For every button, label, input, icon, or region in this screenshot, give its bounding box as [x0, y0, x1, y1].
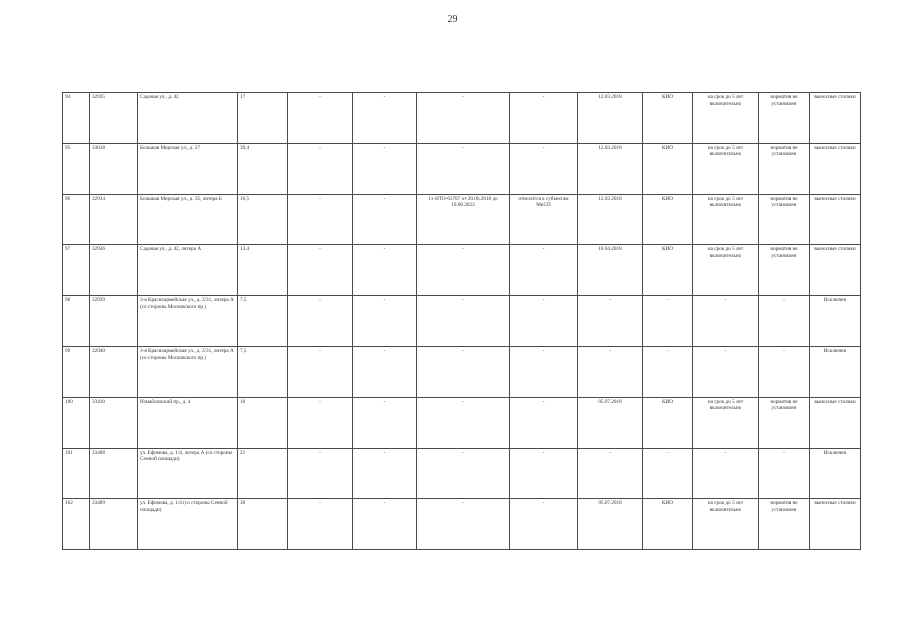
term-cell: - — [693, 296, 759, 347]
norm-cell: - — [759, 448, 810, 499]
smb-status-cell: - — [510, 346, 578, 397]
area-cell: 39,4 — [238, 143, 288, 194]
object-id-cell: 32935 — [90, 93, 138, 144]
table-row — [63, 194, 861, 245]
row-number-cell: 94 — [63, 93, 90, 144]
smb-status-cell: - — [510, 397, 578, 448]
area-cell: 30 — [238, 499, 288, 550]
address-cell: ул. Ефимова, д. 1/4 (со стороны Сенной площади) — [138, 499, 238, 550]
area-cell: 7,5 — [238, 346, 288, 397]
date-cell: 12.03.2018 — [578, 194, 643, 245]
column-6-cell: - — [353, 245, 417, 296]
smb-status-cell: - — [510, 93, 578, 144]
table-row — [63, 143, 861, 194]
organization-cell: КИО — [643, 93, 693, 144]
date-cell: 18.04.2018 — [578, 245, 643, 296]
table-row — [63, 499, 861, 550]
row-number-cell: 101 — [63, 448, 90, 499]
norm-cell: норматив не установлен — [759, 499, 810, 550]
object-id-cell: 33408 — [90, 448, 138, 499]
norm-cell: норматив не установлен — [759, 245, 810, 296]
organization-cell: КИО — [643, 194, 693, 245]
row-number-cell: 97 — [63, 245, 90, 296]
term-cell: на срок до 5 лет включительно — [693, 143, 759, 194]
column-6-cell: - — [353, 397, 417, 448]
object-kind-cell: Исключен — [810, 448, 861, 499]
table-row — [63, 93, 861, 144]
table-row — [63, 397, 861, 448]
object-kind-cell: Исключен — [810, 296, 861, 347]
column-5-cell: - — [288, 93, 353, 144]
object-kind-cell: выносные столики — [810, 245, 861, 296]
norm-cell: - — [759, 346, 810, 397]
contract-cell: - — [417, 93, 510, 144]
term-cell: - — [693, 448, 759, 499]
table-row — [63, 245, 861, 296]
object-id-cell: 32934 — [90, 194, 138, 245]
contract-cell: 11-НТО-03787 от 20.06.2018 до 19.06.2023 — [417, 194, 510, 245]
term-cell: - — [693, 346, 759, 397]
column-5-cell: - — [288, 245, 353, 296]
objects-table — [62, 92, 861, 550]
contract-cell: - — [417, 296, 510, 347]
date-cell: 12.03.2018 — [578, 93, 643, 144]
organization-cell: - — [643, 346, 693, 397]
column-6-cell: - — [353, 499, 417, 550]
object-kind-cell: выносные столики — [810, 397, 861, 448]
term-cell: на срок до 5 лет включительно — [693, 194, 759, 245]
column-5-cell: - — [288, 194, 353, 245]
table-body — [63, 93, 861, 550]
organization-cell: - — [643, 296, 693, 347]
column-6-cell: - — [353, 143, 417, 194]
object-id-cell: 33409 — [90, 499, 138, 550]
object-id-cell: 32936 — [90, 245, 138, 296]
date-cell: - — [578, 448, 643, 499]
date-cell: 05.07.2018 — [578, 499, 643, 550]
object-id-cell: 33410 — [90, 397, 138, 448]
smb-status-cell: - — [510, 448, 578, 499]
object-id-cell: 32939 — [90, 296, 138, 347]
column-5-cell: - — [288, 499, 353, 550]
row-number-cell: 96 — [63, 194, 90, 245]
norm-cell: норматив не установлен — [759, 93, 810, 144]
smb-status-cell: - — [510, 499, 578, 550]
table-row — [63, 448, 861, 499]
column-6-cell: - — [353, 194, 417, 245]
contract-cell: - — [417, 499, 510, 550]
address-cell: ул. Ефимова, д. 1/4, литера А (со стороны Сенной площади) — [138, 448, 238, 499]
smb-status-cell: - — [510, 143, 578, 194]
address-cell: 3-я Красноармейская ул., д. 2/31, литера А (со стороны Московского пр.) — [138, 346, 238, 397]
norm-cell: норматив не установлен — [759, 397, 810, 448]
table-row — [63, 296, 861, 347]
date-cell: 05.07.2018 — [578, 397, 643, 448]
contract-cell: - — [417, 245, 510, 296]
row-number-cell: 100 — [63, 397, 90, 448]
table-row — [63, 346, 861, 397]
row-number-cell: 95 — [63, 143, 90, 194]
address-cell: Садовая ул., д. 42 — [138, 93, 238, 144]
column-6-cell: - — [353, 448, 417, 499]
object-kind-cell: выносные столики — [810, 194, 861, 245]
area-cell: 21 — [238, 448, 288, 499]
address-cell: 3-я Красноармейская ул., д. 2/31, литера А (со стороны Московского пр.) — [138, 296, 238, 347]
address-cell: Большая Морская ул., д. 35, литера Б — [138, 194, 238, 245]
object-kind-cell: выносные столики — [810, 143, 861, 194]
organization-cell: КИО — [643, 499, 693, 550]
column-5-cell: - — [288, 448, 353, 499]
page-number: 29 — [447, 14, 458, 25]
smb-status-cell: - — [510, 296, 578, 347]
norm-cell: - — [759, 296, 810, 347]
row-number-cell: 98 — [63, 296, 90, 347]
column-6-cell: - — [353, 93, 417, 144]
smb-status-cell: - — [510, 245, 578, 296]
area-cell: 13,4 — [238, 245, 288, 296]
area-cell: 16 — [238, 397, 288, 448]
object-kind-cell: Исключен — [810, 346, 861, 397]
term-cell: на срок до 5 лет включительно — [693, 93, 759, 144]
column-6-cell: - — [353, 296, 417, 347]
address-cell: Большая Морская ул., д. 27 — [138, 143, 238, 194]
area-cell: 16,5 — [238, 194, 288, 245]
smb-status-cell: относится к субъектам МиСП — [510, 194, 578, 245]
organization-cell: КИО — [643, 245, 693, 296]
row-number-cell: 102 — [63, 499, 90, 550]
contract-cell: - — [417, 448, 510, 499]
norm-cell: норматив не установлен — [759, 194, 810, 245]
column-5-cell: - — [288, 397, 353, 448]
object-id-cell: 32940 — [90, 346, 138, 397]
organization-cell: КИО — [643, 397, 693, 448]
address-cell: Измайловский пр., д. 4 — [138, 397, 238, 448]
row-number-cell: 99 — [63, 346, 90, 397]
area-cell: 17 — [238, 93, 288, 144]
term-cell: на срок до 5 лет включительно — [693, 245, 759, 296]
object-id-cell: 33018 — [90, 143, 138, 194]
contract-cell: - — [417, 346, 510, 397]
term-cell: на срок до 5 лет включительно — [693, 397, 759, 448]
area-cell: 7,5 — [238, 296, 288, 347]
term-cell: на срок до 5 лет включительно — [693, 499, 759, 550]
organization-cell: КИО — [643, 143, 693, 194]
date-cell: 12.03.2018 — [578, 143, 643, 194]
column-5-cell: - — [288, 296, 353, 347]
contract-cell: - — [417, 143, 510, 194]
column-5-cell: - — [288, 346, 353, 397]
date-cell: - — [578, 296, 643, 347]
object-kind-cell: выносные столики — [810, 499, 861, 550]
address-cell: Садовая ул., д. 42, литера А — [138, 245, 238, 296]
norm-cell: норматив не установлен — [759, 143, 810, 194]
contract-cell: - — [417, 397, 510, 448]
column-5-cell: - — [288, 143, 353, 194]
column-6-cell: - — [353, 346, 417, 397]
organization-cell: - — [643, 448, 693, 499]
object-kind-cell: выносные столики — [810, 93, 861, 144]
date-cell: - — [578, 346, 643, 397]
